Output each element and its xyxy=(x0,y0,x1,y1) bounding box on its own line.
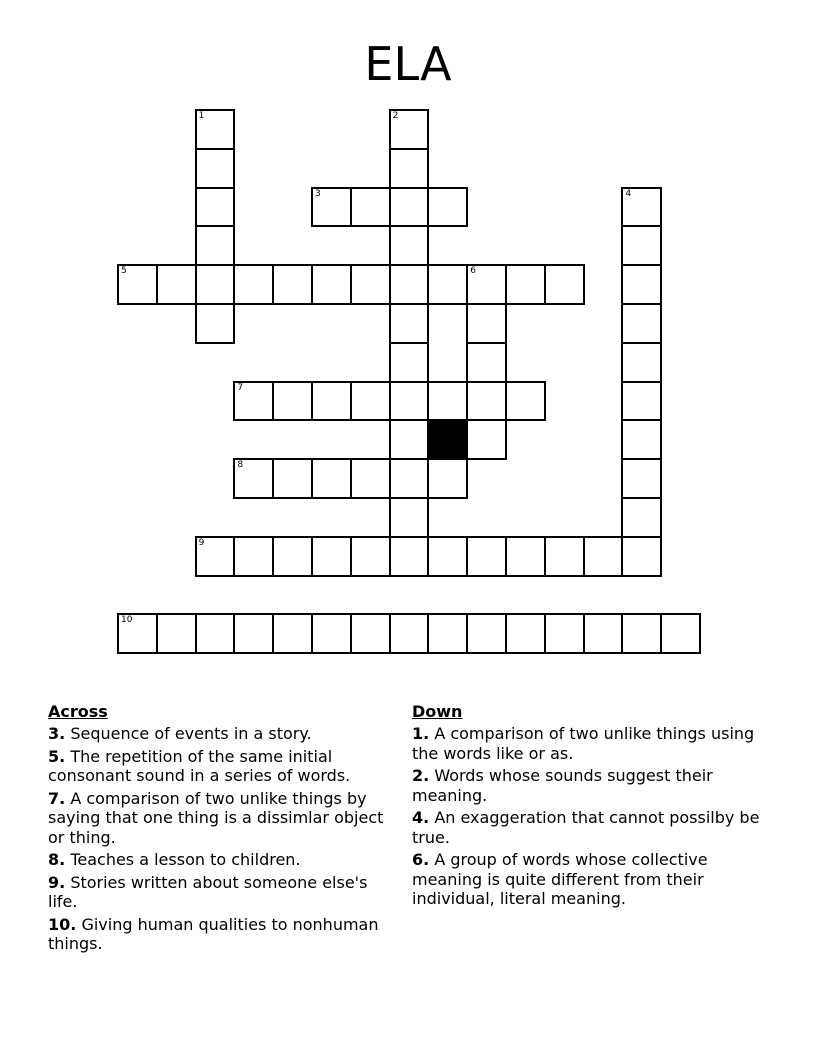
grid-cell[interactable] xyxy=(583,536,624,577)
grid-cell[interactable] xyxy=(427,187,468,228)
clue-number: 9 xyxy=(198,537,205,548)
clue-number: 5 xyxy=(121,266,127,277)
down-clues xyxy=(412,702,762,912)
grid-cell[interactable] xyxy=(466,264,507,305)
grid-cell[interactable] xyxy=(621,187,662,228)
across-clue: 3. Sequence of events in a story. xyxy=(48,724,312,743)
down-clue: 6. A group of words whose collective meaning is quite different from their individual, literal meaning. xyxy=(412,850,708,908)
grid-cell[interactable] xyxy=(621,303,662,344)
grid-cell[interactable] xyxy=(621,381,662,422)
clue-number: 8 xyxy=(237,460,244,471)
grid-cell[interactable] xyxy=(195,225,236,266)
grid-cell[interactable] xyxy=(389,536,430,577)
grid-cell[interactable] xyxy=(311,264,352,305)
grid-cell[interactable] xyxy=(195,109,236,150)
grid-cell[interactable] xyxy=(621,536,662,577)
grid-cell[interactable] xyxy=(660,613,701,654)
clue-number: 10 xyxy=(121,615,133,626)
down-clue: 2. Words whose sounds suggest their meaning. xyxy=(412,766,713,805)
grid-cell[interactable] xyxy=(389,303,430,344)
grid-cell[interactable] xyxy=(195,613,236,654)
grid-cell[interactable] xyxy=(389,419,430,460)
across-clues xyxy=(48,702,393,957)
across-clue: 8. Teaches a lesson to children. xyxy=(48,850,301,869)
clue-number: 1 xyxy=(198,111,205,121)
grid-cell[interactable] xyxy=(272,536,313,577)
grid-cell[interactable] xyxy=(195,187,236,228)
grid-cell[interactable] xyxy=(427,381,468,422)
grid-cell[interactable] xyxy=(389,458,430,499)
grid-cell[interactable] xyxy=(272,381,313,422)
grid-cell[interactable] xyxy=(466,381,507,422)
grid-cell[interactable] xyxy=(195,303,236,344)
grid-cell[interactable] xyxy=(311,381,352,422)
grid-cell[interactable] xyxy=(195,264,236,305)
grid-cell[interactable] xyxy=(233,613,274,654)
grid-cell[interactable] xyxy=(350,458,391,499)
grid-cell[interactable] xyxy=(311,458,352,499)
grid-cell[interactable] xyxy=(505,381,546,422)
down-heading: Down xyxy=(412,702,463,721)
grid-cell[interactable] xyxy=(505,536,546,577)
clue-number: 7 xyxy=(237,382,244,393)
across-clue: 10. Giving human qualities to nonhuman things. xyxy=(48,914,379,953)
grid-cell[interactable] xyxy=(195,536,236,577)
grid-cell[interactable] xyxy=(311,613,352,654)
grid-cell[interactable] xyxy=(427,458,468,499)
grid-cell[interactable] xyxy=(389,148,430,189)
grid-cell[interactable] xyxy=(350,381,391,422)
clue-number: 4 xyxy=(625,188,632,199)
grid-cell[interactable] xyxy=(544,264,585,305)
across-clue: 5. The repetition of the same initial consonant sound in a series of words. xyxy=(48,746,351,785)
grid-cell[interactable] xyxy=(621,419,662,460)
across-clue: 9. Stories written about someone else's life. xyxy=(48,872,368,911)
grid-cell[interactable] xyxy=(311,187,352,228)
grid-cell[interactable] xyxy=(272,613,313,654)
down-clue: 4. An exaggeration that cannot possilby be true. xyxy=(412,808,760,847)
grid-cell[interactable] xyxy=(117,264,158,305)
grid-cell[interactable] xyxy=(621,458,662,499)
grid-cell[interactable] xyxy=(621,497,662,538)
grid-cell[interactable] xyxy=(272,458,313,499)
grid-cell[interactable] xyxy=(466,613,507,654)
grid-cell[interactable] xyxy=(389,381,430,422)
grid-cell[interactable] xyxy=(505,264,546,305)
grid-cell[interactable] xyxy=(156,264,197,305)
grid-cell[interactable] xyxy=(389,109,430,150)
across-clue: 7. A comparison of two unlike things by saying that one thing is a dissimlar object or thing. xyxy=(48,788,384,847)
grid-cell[interactable] xyxy=(505,613,546,654)
grid-cell[interactable] xyxy=(466,342,507,383)
grid-cell[interactable] xyxy=(621,613,662,654)
grid-cell[interactable] xyxy=(427,264,468,305)
grid-cell[interactable] xyxy=(621,264,662,305)
grid-cell[interactable] xyxy=(233,458,274,499)
clue-number: 3 xyxy=(315,188,321,199)
black-square xyxy=(427,419,468,460)
grid-cell[interactable] xyxy=(233,264,274,305)
grid-cell[interactable] xyxy=(350,536,391,577)
grid-cell[interactable] xyxy=(389,187,430,228)
clue-number: 6 xyxy=(470,266,476,277)
grid-cell[interactable] xyxy=(195,148,236,189)
grid-cell[interactable] xyxy=(466,303,507,344)
down-clue: 1. A comparison of two unlike things using the words like or as. xyxy=(412,724,755,763)
across-heading: Across xyxy=(48,702,108,721)
grid-cell[interactable] xyxy=(389,613,430,654)
grid-cell[interactable] xyxy=(466,419,507,460)
clue-number: 2 xyxy=(392,111,399,121)
grid-cell[interactable] xyxy=(389,342,430,383)
grid-cell[interactable] xyxy=(583,613,624,654)
grid-cell[interactable] xyxy=(389,225,430,266)
grid-cell[interactable] xyxy=(350,187,391,228)
grid-cell[interactable] xyxy=(156,613,197,654)
grid-cell[interactable] xyxy=(233,536,274,577)
grid-cell[interactable] xyxy=(389,264,430,305)
grid-cell[interactable] xyxy=(621,225,662,266)
grid-cell[interactable] xyxy=(544,536,585,577)
grid-cell[interactable] xyxy=(427,536,468,577)
grid-cell[interactable] xyxy=(621,342,662,383)
grid-cell[interactable] xyxy=(272,264,313,305)
grid-cell[interactable] xyxy=(311,536,352,577)
grid-cell[interactable] xyxy=(544,613,585,654)
grid-cell[interactable] xyxy=(233,381,274,422)
grid-cell[interactable] xyxy=(117,613,158,654)
page-title: ELA xyxy=(364,37,452,91)
grid-cell[interactable] xyxy=(427,613,468,654)
grid-cell[interactable] xyxy=(350,264,391,305)
grid-cell[interactable] xyxy=(389,497,430,538)
grid-cell[interactable] xyxy=(466,536,507,577)
grid-cell[interactable] xyxy=(350,613,391,654)
